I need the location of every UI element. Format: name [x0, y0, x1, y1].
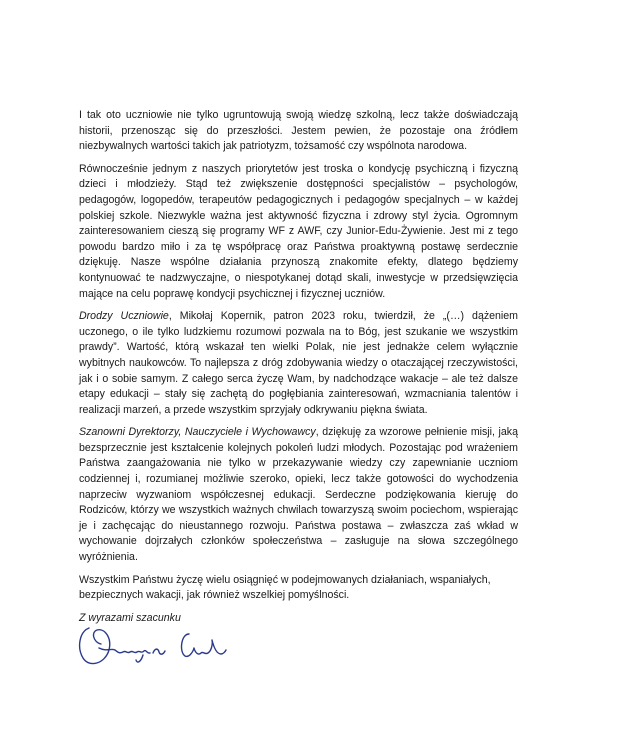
- paragraph-wellbeing: Równocześnie jednym z naszych priorytetów jest troska o kondycję psychiczną i fizyczną dzieci i młodzieży. Stąd też zwiększenie dostępności specjalistów – psychologów, pedagogów, logopedów, terapeutów pedagogicznych i pedagogów specjalnych – w każdej polskiej szkole. Niezwykle ważna jest aktywność fizyczna i zdrowy styl życia. Ogromnym zainteresowaniem cieszą się programy WF z AWF, czy Junior-Edu-Żywienie. Jest mi z tego powodu bardzo miło i za tę współpracę oraz Państwa proaktywną postawę serdecznie dziękuję. Nasze wspólne działania przynoszą znakomite efekty, dlatego będziemy kontynuować te nadzwyczajne, o niespotykanej dotąd skali, inwestycje w przedsięwzięcia mające na celu poprawę kondycji psychicznej i fizycznej uczniów.: [79, 162, 518, 300]
- paragraph-students: [79, 309, 518, 418]
- letter-body: [79, 108, 518, 633]
- handwritten-signature: [75, 618, 245, 670]
- teachers-address: Szanowni Dyrektorzy, Nauczyciele i Wychowawcy: [79, 426, 316, 439]
- closing-phrase: Z wyrazami szacunku: [79, 611, 181, 624]
- paragraph-history: I tak oto uczniowie nie tylko ugruntowują swoją wiedzę szkolną, lecz także doświadczają historii, przenosząc się do przeszłości. Jestem pewien, że pozostaje ona źródłem niezbywalnych wartości takich jak patriotyzm, tożsamość czy wspólnota narodowa.: [79, 109, 518, 153]
- students-address: Drodzy Uczniowie: [79, 310, 169, 323]
- students-text: , Mikołaj Kopernik, patron 2023 roku, twierdził, że „(…) dążeniem uczonego, o ile tylko ludzkiemu rozumowi pozwala na to Bóg, jest szukanie we wszystkim prawdy”. Wartość, którą wskazał ten wielki Polak, nie jest jednakże celem wyłącznie wybitnych naukowców. To najlepsza z dróg zdobywania wiedzy o otaczającej rzeczywistości, jak i o sobie samym. Z całego serca życzę Wam, by nadchodzące wakacje – ale też dalsze etapy edukacji – stały się zachętą do pogłębiania zainteresowań, wzmacniania talentów i realizacji marzeń, a przede wszystkim sprzyjały odkrywaniu piękna świata.: [79, 310, 518, 416]
- teachers-text: , dziękuję za wzorowe pełnienie misji, jaką bezsprzecznie jest kształcenie kolejnych pokoleń ludzi młodych. Pozostając pod wrażeniem Państwa zaangażowania nie tylko w przekazywanie wiedzy czy zapewnianie uczniom codziennej i, rozumianej możliwie szeroko, opieki, lecz także gotowości do wychodzenia naprzeciw wyzwaniom współczesnej edukacji. Serdeczne podziękowania kieruję do Rodziców, którzy we wszystkich ważnych chwilach towarzyszą swoim pociechom, wspierając je i zachęcając do nieustannego rozwoju. Państwa postawa – zwłaszcza zaś wkład w wychowanie dojrzałych członków społeczeństwa – zasługuje na słowa szczególnego wyróżnienia.: [79, 426, 518, 564]
- paragraph-teachers: [79, 425, 518, 565]
- paragraph-wishes: Wszystkim Państwu życzę wielu osiągnięć w podejmowanych działaniach, wspaniałych, bezpiecznych wakacji, jak również wszelkiej pomyślności.: [79, 573, 491, 602]
